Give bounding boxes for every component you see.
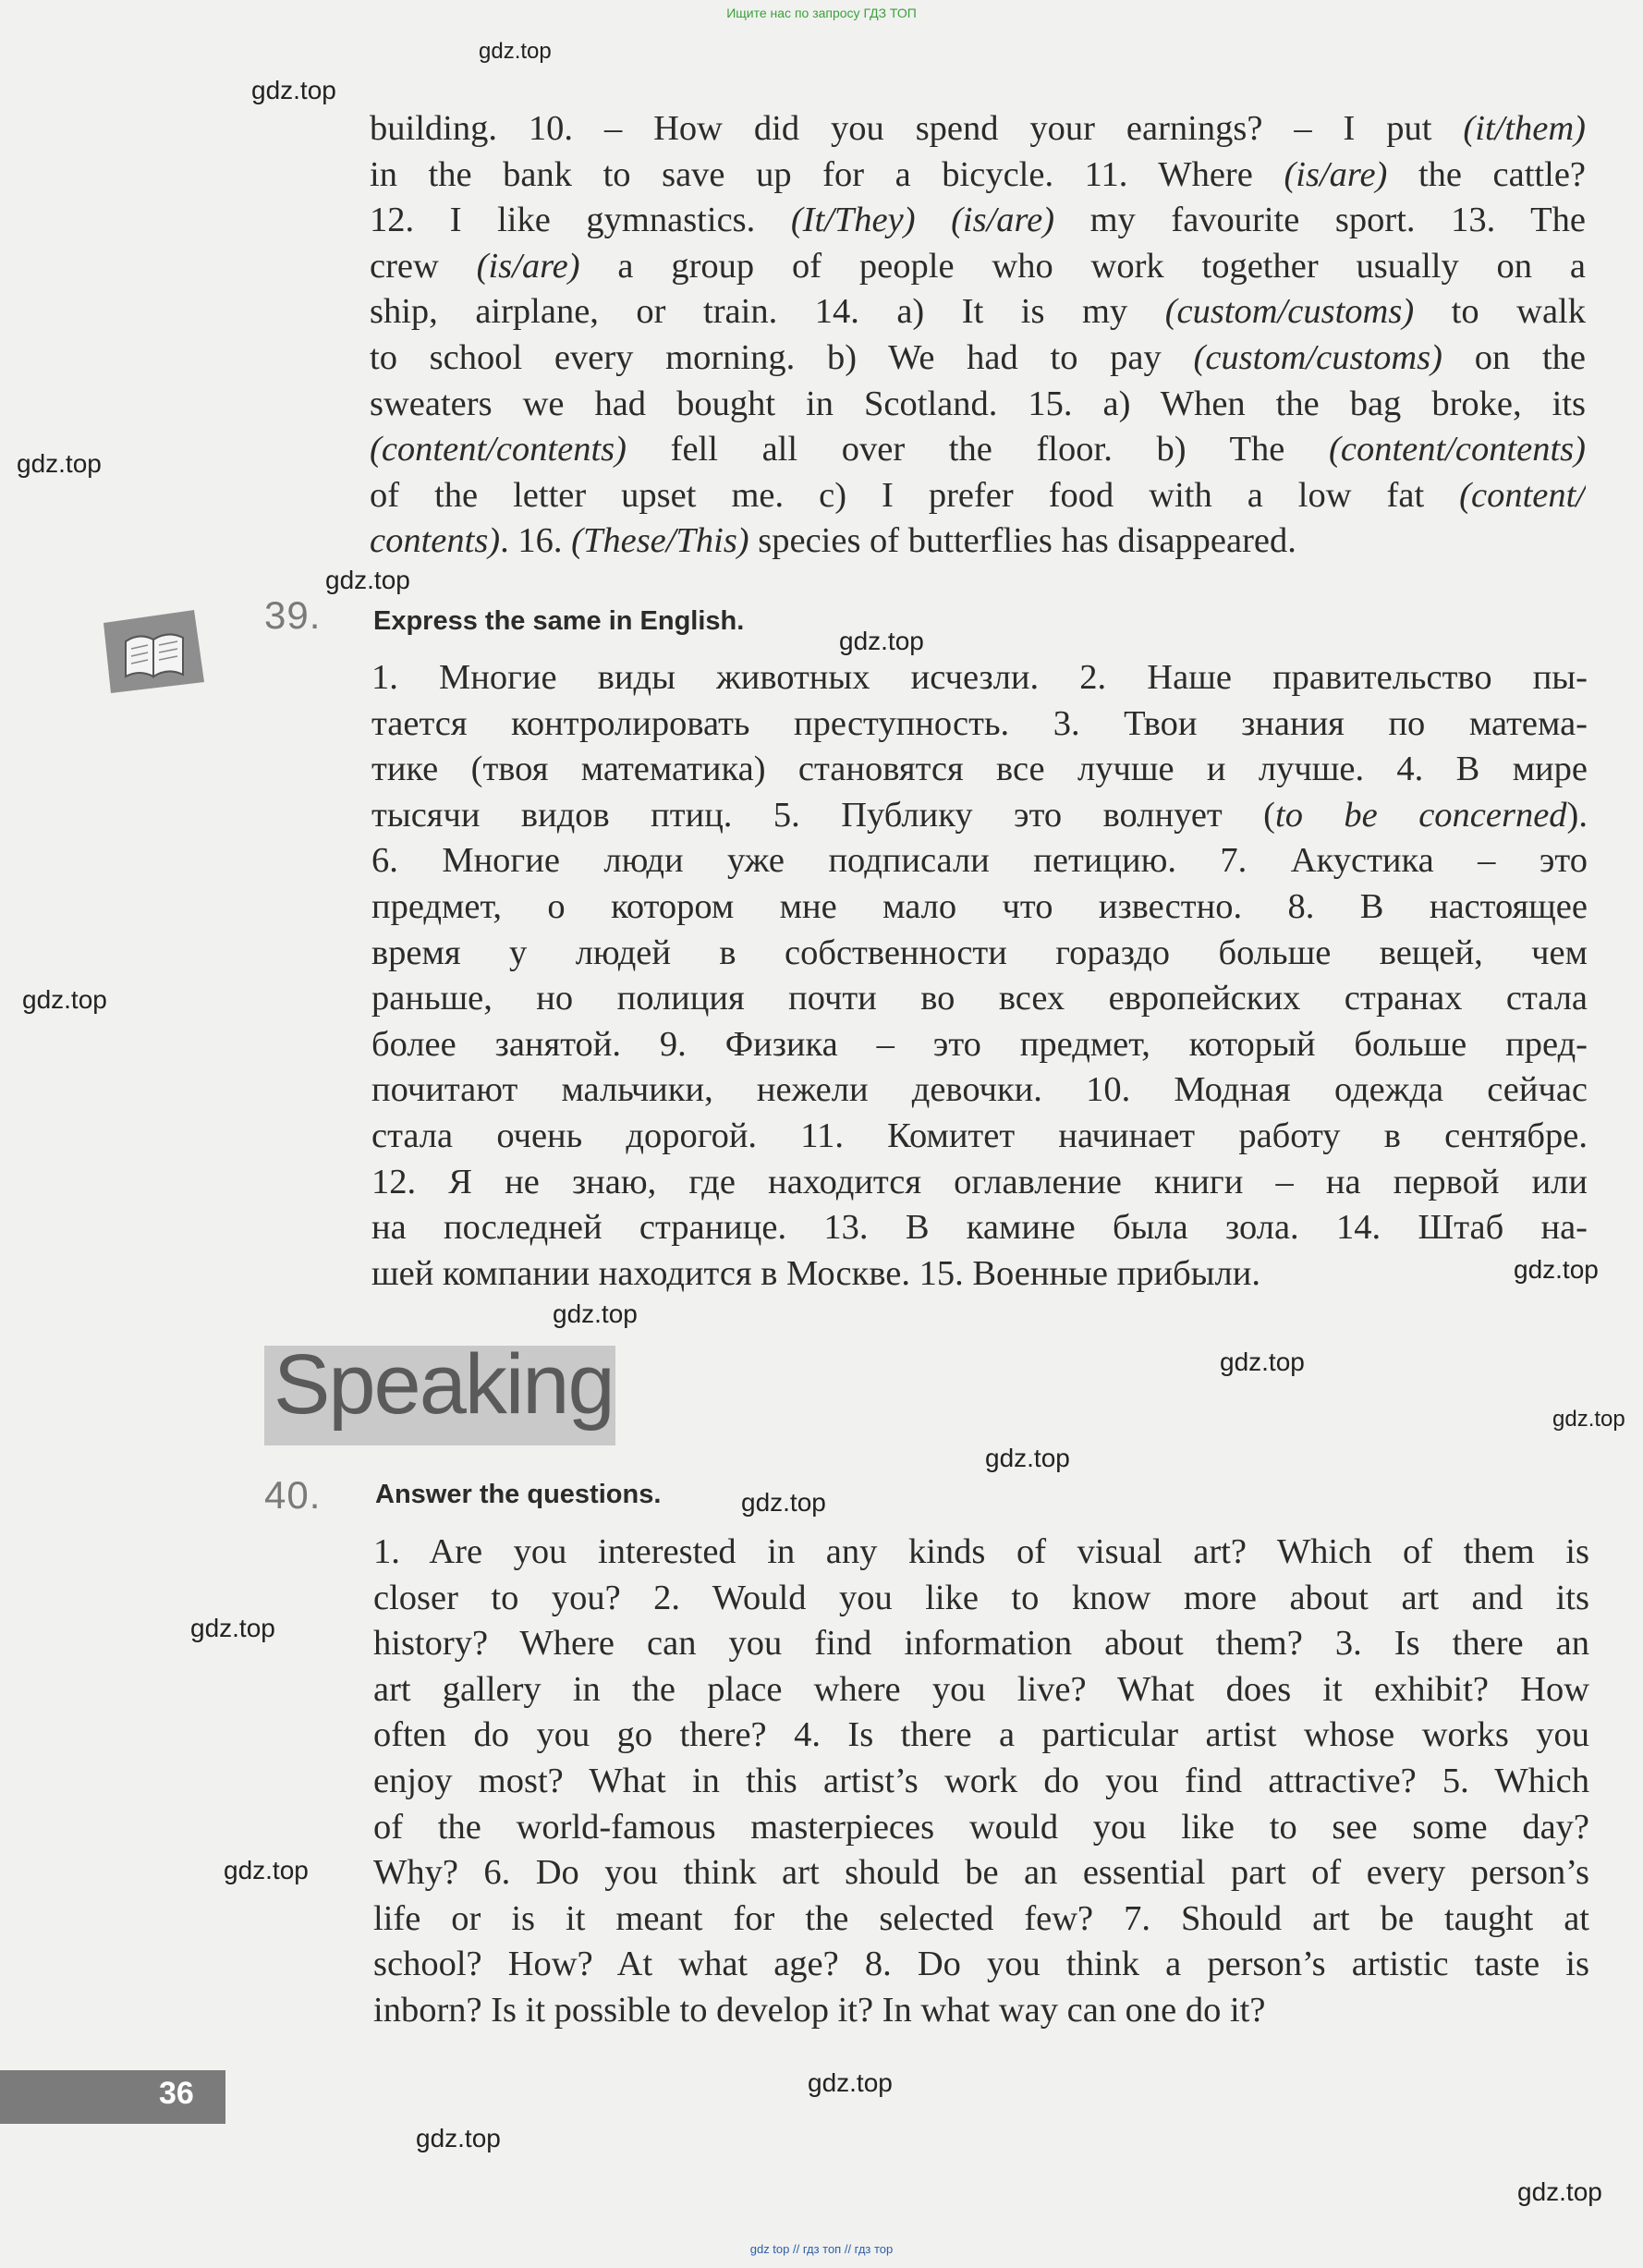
text-line: in the bank to save up for a bicycle. 11. Where (is/are) the cattle? bbox=[370, 154, 1586, 194]
italic-option: (is/are) bbox=[476, 246, 580, 286]
watermark: gdz.top bbox=[553, 1299, 638, 1328]
watermark: gdz.top bbox=[1517, 2177, 1602, 2206]
page-number: 36 bbox=[159, 2076, 194, 2111]
text-line: шей компании находится в Москве. 15. Военные прибыли. bbox=[371, 1253, 1260, 1293]
text-line: предмет, о котором мне мало что известно. 8. В настоящее bbox=[371, 886, 1588, 926]
text-line: 1. Многие виды животных исчезли. 2. Наше правительство пы- bbox=[371, 658, 1588, 697]
italic-option: (is/are) bbox=[1284, 154, 1388, 194]
text-line: sweaters we had bought in Scotland. 15. a) When the bag broke, its bbox=[370, 384, 1586, 423]
watermark: gdz.top bbox=[325, 566, 410, 594]
watermark: gdz.top bbox=[224, 1856, 309, 1884]
watermark: gdz.top bbox=[251, 76, 336, 104]
text-line: of the world-famous masterpieces would you like to see some day? bbox=[373, 1807, 1589, 1847]
italic-option: (custom/customs) bbox=[1164, 292, 1415, 332]
text-line: ship, airplane, or train. 14. a) It is my (custom/customs) to walk bbox=[370, 292, 1586, 332]
watermark: gdz.top bbox=[808, 2068, 893, 2097]
watermark: gdz.top bbox=[985, 1444, 1070, 1472]
text-line: art gallery in the place where you live? What does it exhibit? How bbox=[373, 1669, 1589, 1709]
text-line: 1. Are you interested in any kinds of visual art? Which of them is bbox=[373, 1532, 1589, 1571]
text-line: Why? 6. Do you think art should be an essential part of every person’s bbox=[373, 1853, 1589, 1893]
watermark: gdz.top bbox=[22, 985, 107, 1014]
text-line: life or is it meant for the selected few? 7. Should art be taught at bbox=[373, 1898, 1589, 1938]
watermark: gdz.top bbox=[416, 2124, 501, 2152]
italic-option: (custom/customs) bbox=[1193, 337, 1442, 377]
text-line: inborn? Is it possible to develop it? In what way can one do it? bbox=[373, 1990, 1266, 2030]
italic-option: (content/ bbox=[1459, 475, 1586, 515]
text-line: почитают мальчики, нежели девочки. 10. Модная одежда сейчас bbox=[371, 1070, 1588, 1110]
italic-option: (content/contents) bbox=[1329, 430, 1586, 469]
text-line: school? How? At what age? 8. Do you think a person’s artistic taste is bbox=[373, 1945, 1589, 1984]
italic-option: (it/them) bbox=[1463, 109, 1586, 148]
text-line: тике (твоя математика) становятся все лучше и лучше. 4. В мире bbox=[371, 750, 1588, 789]
watermark: gdz.top bbox=[1220, 1347, 1305, 1376]
text-line: 12. Я не знаю, где находится оглавление книги – на первой или bbox=[371, 1162, 1588, 1201]
watermark: gdz.top bbox=[1552, 1407, 1625, 1432]
text-line: тысячи видов птиц. 5. Публику это волнует (to be concerned). bbox=[371, 795, 1588, 835]
italic-option: to be concerned bbox=[1275, 795, 1567, 835]
text-line: на последней странице. 13. В камине была зола. 14. Штаб на- bbox=[371, 1208, 1588, 1248]
text-line: often do you go there? 4. Is there a particular artist whose works you bbox=[373, 1715, 1589, 1755]
watermark: gdz.top bbox=[479, 39, 552, 64]
italic-option: (These/This) bbox=[571, 521, 749, 561]
text-line: of the letter upset me. c) I prefer food with a low fat (content/ bbox=[370, 475, 1586, 515]
book-icon bbox=[98, 610, 204, 693]
watermark: gdz.top bbox=[839, 627, 924, 655]
exercise-38-continuation bbox=[370, 106, 1586, 565]
watermark: gdz.top bbox=[17, 449, 102, 478]
text-line: building. 10. – How did you spend your earnings? – I put (it/them) bbox=[370, 109, 1586, 148]
text-line: 6. Многие люди уже подписали петицию. 7. Акустика – это bbox=[371, 841, 1588, 881]
watermark: gdz.top bbox=[741, 1488, 826, 1517]
text-line: history? Where can you find information about them? 3. Is there an bbox=[373, 1624, 1589, 1664]
text-line: crew (is/are) a group of people who work together usually on a bbox=[370, 246, 1586, 286]
watermark: gdz.top bbox=[1514, 1255, 1599, 1284]
exercise-39-body bbox=[371, 655, 1588, 1297]
text-line: enjoy most? What in this artist’s work do you find attractive? 5. Which bbox=[373, 1761, 1589, 1800]
text-line: (content/contents) fell all over the floor. b) The (content/contents) bbox=[370, 430, 1586, 469]
italic-option: (It/They) (is/are) bbox=[790, 201, 1055, 240]
watermark: gdz.top bbox=[190, 1614, 275, 1642]
exercise-40-body bbox=[373, 1530, 1589, 2034]
text-line: closer to you? 2. Would you like to know more about art and its bbox=[373, 1578, 1589, 1617]
text-line: contents). 16. (These/This) species of butterflies has disappeared. bbox=[370, 521, 1296, 561]
text-line: стала очень дорогой. 11. Комитет начинает работу в сентябре. bbox=[371, 1116, 1588, 1155]
text-line: 12. I like gymnastics. (It/They) (is/are) my favourite sport. 13. The bbox=[370, 201, 1586, 240]
text-line: время у людей в собственности гораздо больше вещей, чем bbox=[371, 933, 1588, 972]
text-line: более занятой. 9. Физика – это предмет, который больше пред- bbox=[371, 1024, 1588, 1064]
exercise-39-number: 39. bbox=[264, 593, 322, 637]
italic-option: contents) bbox=[370, 521, 501, 561]
text-line: to school every morning. b) We had to pay (custom/customs) on the bbox=[370, 337, 1586, 377]
text-line: раньше, но полиция почти во всех европейских странах стала bbox=[371, 979, 1588, 1018]
exercise-39-instruction: Express the same in English. bbox=[373, 606, 745, 636]
text-line: тается контролировать преступность. 3. Твои знания по матема- bbox=[371, 703, 1588, 743]
bottom-banner: gdz top // гдз топ // гдз тор bbox=[749, 2242, 894, 2256]
exercise-40-instruction: Answer the questions. bbox=[375, 1480, 662, 1509]
exercise-40-number: 40. bbox=[264, 1473, 322, 1517]
italic-option: (content/contents) bbox=[370, 430, 627, 469]
top-banner: Ищите нас по запросу ГДЗ ТОП bbox=[726, 6, 917, 20]
speaking-heading: Speaking bbox=[274, 1337, 614, 1432]
